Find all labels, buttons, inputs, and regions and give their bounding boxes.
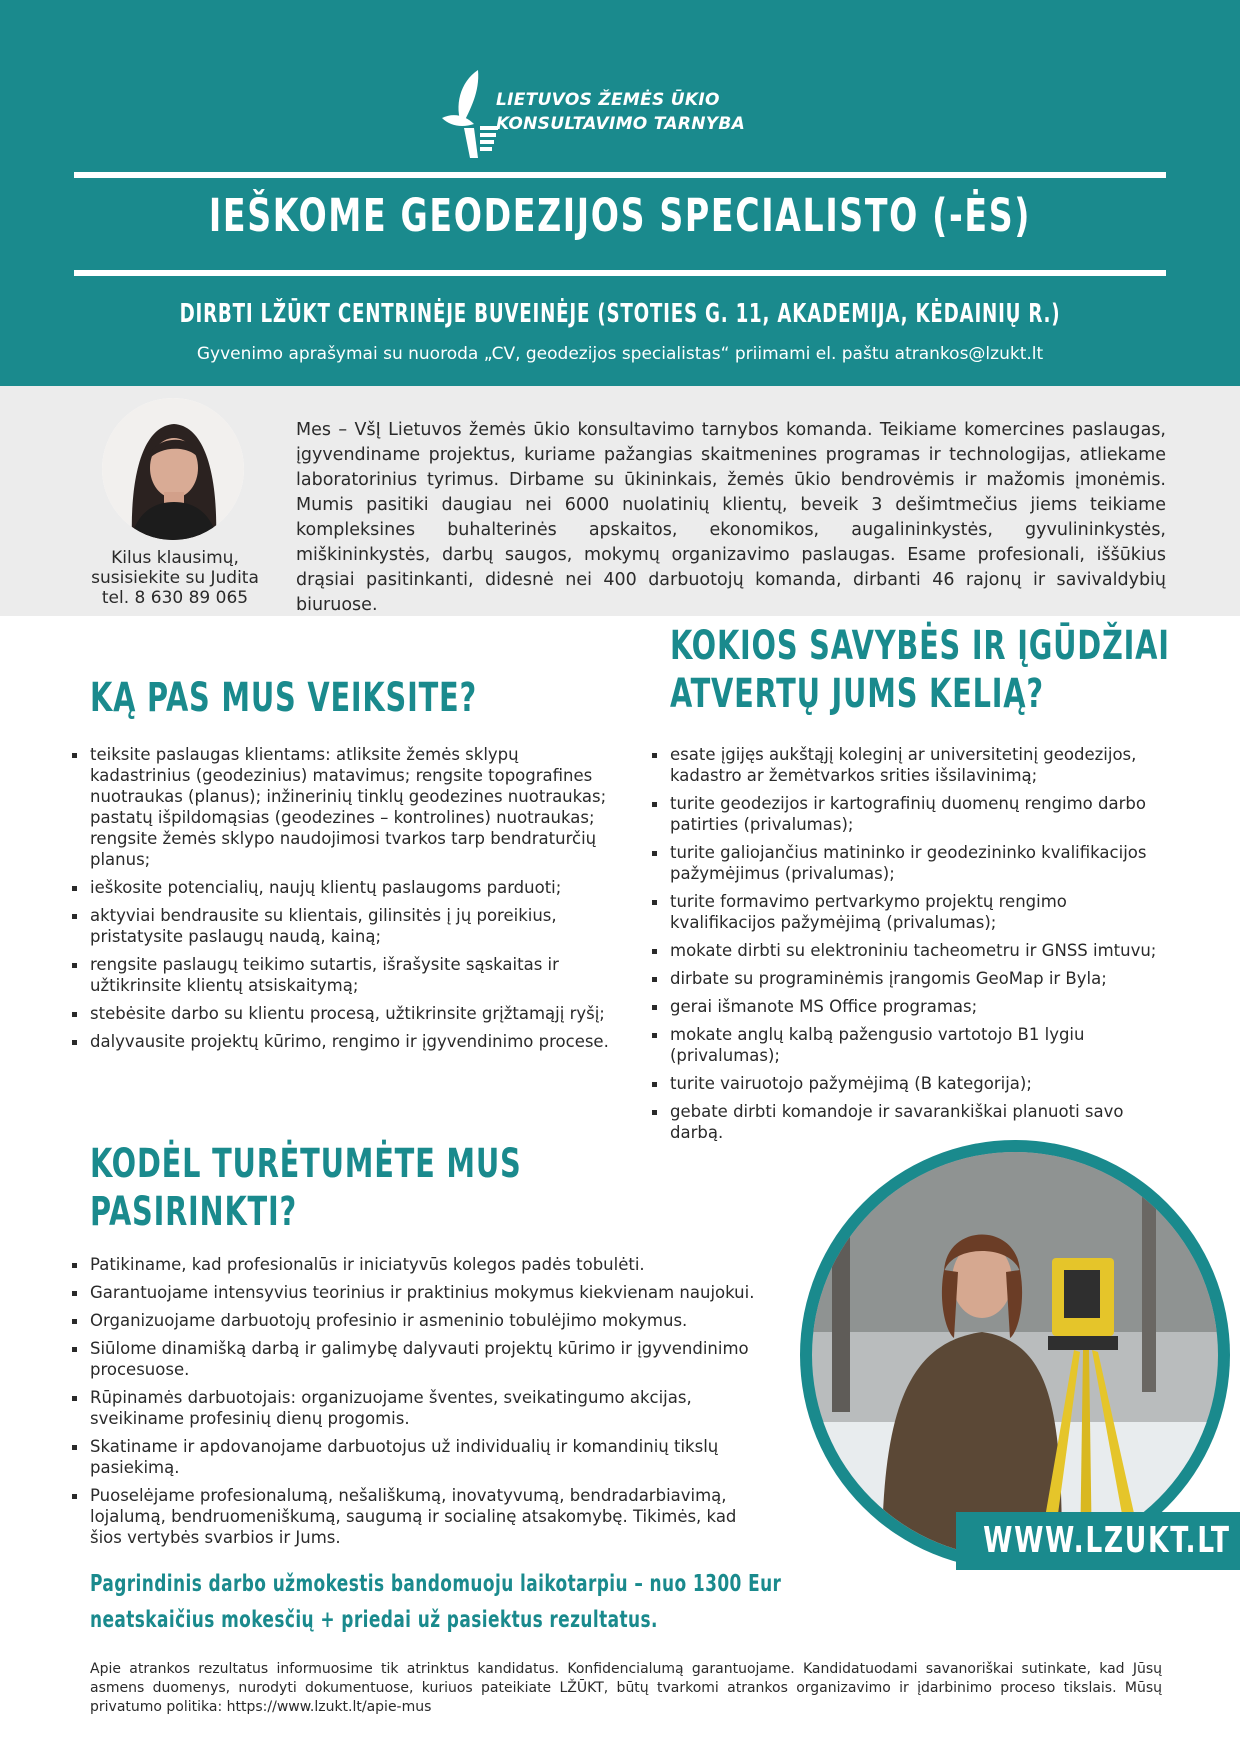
- intro-paragraph: Mes – VšĮ Lietuvos žemės ūkio konsultavimo tarnybos komanda. Teikiame komercines paslaugas, įgyvendiname projektus, kuriame pažangias skaitmenines programas ir technologijas, atliekame laboratorinius tyrimus. Dirbame su ūkininkais, žemės ūkio bendrovėmis ir mažomis įmonėmis. Mumis pasitiki daugiau nei 6000 nuolatinių klientų, beveik 3 dešimtmečius jiems teikiame kompleksines buhalterinės apskaitos, ekonomikos, augalininkystės, gyvulininkystės, miškininkystės, darbų saugos, mokymų organizavimo paslaugas. Esame profesionali, iššūkius drąsiai pasitinkanti, didesnė nei 400 darbuotojų komanda, dirbanti 46 rajonų ir savivaldybių biuruose.: [296, 420, 1166, 615]
- divider-bottom: [74, 270, 1166, 276]
- skill-item: turite geodezijos ir kartografinių duomenų rengimo darbo patirties (privalumas);: [652, 793, 1172, 835]
- duty-item: stebėsite darbo su klientu procesą, užtikrinsite grįžtamąjį ryšį;: [72, 1003, 624, 1024]
- privacy-footer: Apie atrankos rezultatus informuosime tik atrinktus kandidatus. Konfidencialumą garantuojame. Kandidatuodami savanoriškai sutinkate, kad Jūsų asmens duomenys, nurodyti dokumentuose, kuriuos pateikiate LŽŪKT, būtų tvarkomi atrankos organizavimo ir įdarbinimo proceso tikslais. Mūsų privatumo politika: https://www.lzukt.lt/apie-mus: [90, 1661, 1162, 1715]
- skill-item: mokate anglų kalbą pažengusio vartotojo B1 lygiu (privalumas);: [652, 1024, 1172, 1066]
- logo-line-1: LIETUVOS ŽEMĖS ŪKIO: [496, 90, 720, 110]
- benefit-item: Puoselėjame profesionalumą, nešališkumą, inovatyvumą, bendradarbiavimą, lojalumą, bendruomeniškumą, saugumą ir socialinę atsakomybę. Tikimės, kad šios vertybės svarbios ir Jums.: [72, 1485, 772, 1548]
- website-link[interactable]: WWW.LZUKT.LT: [956, 1512, 1240, 1570]
- skill-item: dirbate su programinėmis įrangomis GeoMap ir Byla;: [652, 968, 1172, 989]
- skill-item: turite formavimo pertvarkymo projektų rengimo kvalifikacijos pažymėjimą (privalumas);: [652, 891, 1172, 933]
- header-banner: [0, 0, 1240, 386]
- leaf-logo-icon: [440, 66, 500, 162]
- duty-item: dalyvausite projektų kūrimo, rengimo ir įgyvendinimo procese.: [72, 1031, 624, 1052]
- why-heading-line-2: PASIRINKTI?: [90, 1189, 298, 1235]
- salary-statement: [90, 1566, 828, 1638]
- skills-heading-line-2: ATVERTŲ JUMS KELIĄ?: [670, 671, 1044, 717]
- benefits-list: [72, 1254, 772, 1555]
- application-note: Gyvenimo aprašymai su nuoroda „CV, geodezijos specialistas“ priimami el. paštu atrankos@lzukt.lt: [196, 344, 1044, 364]
- skill-item: mokate dirbti su elektroniniu tacheometru ir GNSS imtuvu;: [652, 940, 1172, 961]
- skills-heading: [670, 622, 1170, 718]
- skills-heading-line-1: KOKIOS SAVYBĖS IR ĮGŪDŽIAI: [670, 623, 1170, 669]
- why-heading-line-1: KODĖL TURĖTUMĖTE MUS: [90, 1141, 522, 1187]
- benefit-item: Siūlome dinamišką darbą ir galimybę dalyvauti projektų kūrimo ir įgyvendinimo procesuose.: [72, 1338, 772, 1380]
- duties-heading: KĄ PAS MUS VEIKSITE?: [90, 675, 477, 721]
- benefit-item: Skatiname ir apdovanojame darbuotojus už individualių ir komandinių tikslų pasiekimą.: [72, 1436, 772, 1478]
- benefit-item: Rūpinamės darbuotojais: organizuojame šventes, sveikatingumo akcijas, sveikiname profesinių dienų progomis.: [72, 1387, 772, 1429]
- contact-phone: tel. 8 630 89 065: [101, 588, 249, 608]
- divider-top: [74, 172, 1166, 178]
- skill-item: turite galiojančius matininko ir geodezininko kvalifikacijos pažymėjimus (privalumas);: [652, 842, 1172, 884]
- surveyor-illustration: [812, 1152, 1218, 1558]
- skill-item: gerai išmanote MS Office programas;: [652, 996, 1172, 1017]
- surveyor-photo: [812, 1152, 1218, 1558]
- benefit-item: Organizuojame darbuotojų profesinio ir asmeninio tobulėjimo mokymus.: [72, 1310, 772, 1331]
- contact-portrait: [102, 398, 244, 540]
- salary-line-1: Pagrindinis darbo užmokestis bandomuoju laikotarpiu – nuo 1300 Eur: [90, 1571, 782, 1597]
- skills-list: [652, 744, 1172, 1150]
- benefit-item: Garantuojame intensyvius teorinius ir praktinius mokymus kiekvienam naujokui.: [72, 1282, 772, 1303]
- duty-item: rengsite paslaugų teikimo sutartis, išrašysite sąskaitas ir užtikrinsite klientų atsiskaitymą;: [72, 954, 624, 996]
- contact-avatar: [102, 398, 244, 540]
- contact-line-1: Kilus klausimų,: [111, 548, 239, 568]
- duty-item: teiksite paslaugas klientams: atliksite žemės sklypų kadastrinius (geodezinius) matavimus; rengsite topografines nuotraukas (planus); inžinerinių tinklų geodezines nuotraukas; pastatų išpildomąsias (geodezines – kontrolines) nuotraukas; rengsite žemės sklypo naudojimosi tvarkos tarp bendraturčių planus;: [72, 744, 624, 870]
- salary-line-2: neatskaičius mokesčių + priedai už pasiektus rezultatus.: [90, 1607, 658, 1633]
- skill-item: turite vairuotojo pažymėjimą (B kategorija);: [652, 1073, 1172, 1094]
- why-heading: [90, 1140, 522, 1236]
- contact-info: [70, 548, 280, 608]
- duty-item: aktyviai bendrausite su klientais, gilinsitės į jų poreikius, pristatysite paslaugų naudą, kainą;: [72, 905, 624, 947]
- benefit-item: Patikiname, kad profesionalūs ir iniciatyvūs kolegos padės tobulėti.: [72, 1254, 772, 1275]
- skill-item: gebate dirbti komandoje ir savarankiškai planuoti savo darbą.: [652, 1101, 1172, 1143]
- duty-item: ieškosite potencialių, naujų klientų paslaugoms parduoti;: [72, 877, 624, 898]
- skill-item: esate įgijęs aukštąjį koleginį ar universitetinį geodezijos, kadastro ar žemėtvarkos srities išsilavinimą;: [652, 744, 1172, 786]
- organization-logo: [440, 66, 820, 162]
- logo-line-2: KONSULTAVIMO TARNYBA: [496, 114, 746, 134]
- contact-line-2: susisiekite su Judita: [91, 568, 259, 588]
- page-title: IEŠKOME GEODEZIJOS SPECIALISTO (-ĖS): [208, 189, 1032, 242]
- workplace-subtitle: DIRBTI LŽŪKT CENTRINĖJE BUVEINĖJE (STOTIES G. 11, AKADEMIJA, KĖDAINIŲ R.): [179, 299, 1061, 329]
- duties-list: [72, 744, 624, 1059]
